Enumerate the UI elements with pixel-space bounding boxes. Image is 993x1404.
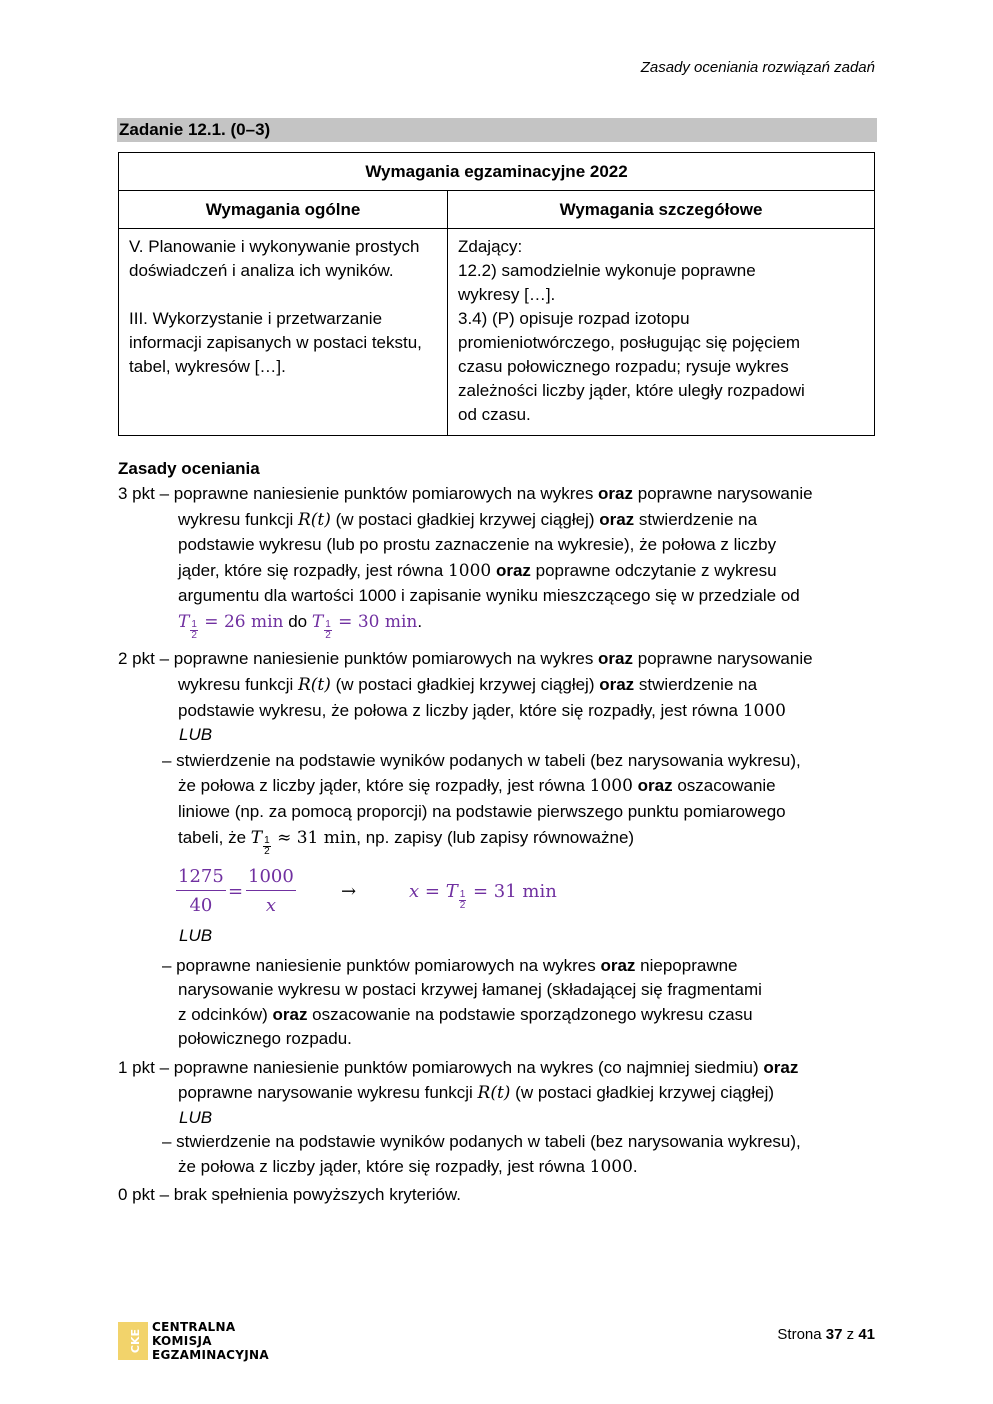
detailed-req-text: promieniotwórczego, posługując się pojęciem — [458, 333, 801, 352]
requirements-table-title: Wymagania egzaminacyjne 2022 — [119, 153, 875, 191]
column-header-general: Wymagania ogólne — [119, 191, 448, 229]
task-title: Zadanie 12.1. (0–3) — [117, 118, 877, 142]
scoring-title: Zasady oceniania — [118, 459, 260, 478]
equals-sign: = — [228, 881, 244, 902]
cke-logo-mark — [118, 1322, 148, 1360]
logo-text: KOMISJA — [152, 1334, 212, 1348]
general-req-text: doświadczeń i analiza ich wyników. — [129, 261, 394, 280]
detailed-req-text: zależności liczby jąder, które uległy rozpadowi — [458, 381, 805, 400]
scoring-2pt-line: z odcinków) oraz oszacowanie na podstawie sporządzonego wykresu czasu — [178, 1005, 753, 1024]
scoring-1pt-line: poprawne narysowanie wykresu funkcji R(t) (w postaci gładkiej krzywej ciągłej) — [178, 1083, 775, 1103]
scoring-2pt-line: tabeli, że T $\frac{1}{2}$ ≈ 31 min, np. zapisy (lub zapisy równoważne) — [178, 828, 635, 857]
scoring-3pt-range: T $\frac{1}{2}$ = 26 min do T $\frac{1}{2}$ = 30 min. — [178, 612, 423, 641]
detailed-req-text: 12.2) samodzielnie wykonuje poprawne — [458, 261, 756, 280]
scoring-2pt-line: – poprawne naniesienie punktów pomiarowych na wykres oraz niepoprawne — [162, 956, 738, 975]
general-req-text: informacji zapisanych w postaci tekstu, — [129, 333, 422, 352]
scoring-3pt-line: jąder, które się rozpadły, jest równa 1000 oraz poprawne odczytanie z wykresu — [178, 561, 777, 581]
or-label: LUB — [179, 926, 213, 945]
scoring-2pt-line: wykresu funkcji R(t) (w postaci gładkiej krzywej ciągłej) oraz stwierdzenie na — [178, 675, 758, 695]
result-formula: x = T $\frac{1}{2}$ = 31 min — [409, 881, 557, 911]
scoring-3pt-line: podstawie wykresu (lub po prostu zaznaczenie na wykresie), że połowa z liczby — [178, 535, 777, 554]
scoring-2pt-line: podstawie wykresu, że połowa z liczby jąder, które się rozpadły, jest równa 1000 — [178, 701, 786, 721]
scoring-2pt-line: liniowe (np. za pomocą proporcji) na podstawie pierwszego punktu pomiarowego — [178, 802, 786, 821]
general-req-text: tabel, wykresów […]. — [129, 357, 286, 376]
detailed-req-text: Zdający: — [458, 237, 523, 256]
general-req-text: III. Wykorzystanie i przetwarzanie — [129, 309, 383, 328]
half-fraction: $\frac{1}{2}$ — [264, 835, 270, 857]
logo-text: CENTRALNA — [152, 1320, 236, 1334]
detailed-req-text: od czasu. — [458, 405, 531, 424]
half-fraction: $\frac{1}{2}$ — [459, 889, 466, 911]
scoring-0pt-line: 0 pkt – brak spełnienia powyższych kryteriów. — [118, 1185, 461, 1204]
proportion-fraction-left: $\frac{1275}{40}$ — [178, 866, 224, 916]
scoring-1pt-line: 1 pkt – poprawne naniesienie punktów pomiarowych na wykres (co najmniej siedmiu) oraz — [118, 1058, 799, 1077]
scoring-3pt-line: wykresu funkcji R(t) (w postaci gładkiej krzywej ciągłej) oraz stwierdzenie na — [178, 510, 758, 530]
scoring-2pt-line: że połowa z liczby jąder, które się rozpadły, jest równa 1000 oraz oszacowanie — [178, 776, 776, 796]
detailed-req-text: 3.4) (P) opisuje rozpad izotopu — [458, 309, 690, 328]
detailed-req-text: wykresy […]. — [458, 285, 556, 304]
detailed-req-text: czasu połowicznego rozpadu; rysuje wykres — [458, 357, 789, 376]
scoring-3pt-line: argumentu dla wartości 1000 i zapisanie wyniku mieszczącego się w przedziale od — [178, 586, 800, 605]
proportion-fraction-right: $\frac{1000}{x}$ — [248, 866, 294, 916]
scoring-2pt-line: narysowanie wykresu w postaci krzywej łamanej (składającej się fragmentami — [178, 980, 762, 999]
or-label: LUB — [179, 725, 213, 744]
detailed-requirements-cell — [448, 229, 875, 436]
half-fraction: $\frac{1}{2}$ — [191, 619, 197, 641]
logo-text: EGZAMINACYJNA — [152, 1348, 269, 1362]
general-requirements-cell — [119, 229, 448, 436]
half-fraction: $\frac{1}{2}$ — [325, 619, 331, 641]
scoring-1pt-line: że połowa z liczby jąder, które się rozpadły, jest równa 1000. — [178, 1157, 638, 1177]
scoring-1pt-line: – stwierdzenie na podstawie wyników podanych w tabeli (bez narysowania wykresu), — [162, 1132, 801, 1151]
column-header-detailed: Wymagania szczegółowe — [448, 191, 875, 229]
scoring-2pt-line: – stwierdzenie na podstawie wyników podanych w tabeli (bez narysowania wykresu), — [162, 751, 801, 770]
page-number: Strona 37 z 41 — [777, 1326, 875, 1343]
running-header: Zasady oceniania rozwiązań zadań — [640, 59, 875, 76]
scoring-3pt-line: 3 pkt – poprawne naniesienie punktów pomiarowych na wykres oraz poprawne narysowanie — [118, 484, 813, 503]
general-req-text: V. Planowanie i wykonywanie prostych — [129, 237, 420, 256]
scoring-2pt-line: 2 pkt – poprawne naniesienie punktów pomiarowych na wykres oraz poprawne narysowanie — [118, 649, 813, 668]
scoring-2pt-line: połowicznego rozpadu. — [178, 1029, 352, 1048]
or-label: LUB — [179, 1108, 213, 1127]
requirements-table — [118, 152, 875, 436]
svg-text:CKE: CKE — [129, 1328, 142, 1354]
arrow-icon: → — [341, 881, 357, 902]
